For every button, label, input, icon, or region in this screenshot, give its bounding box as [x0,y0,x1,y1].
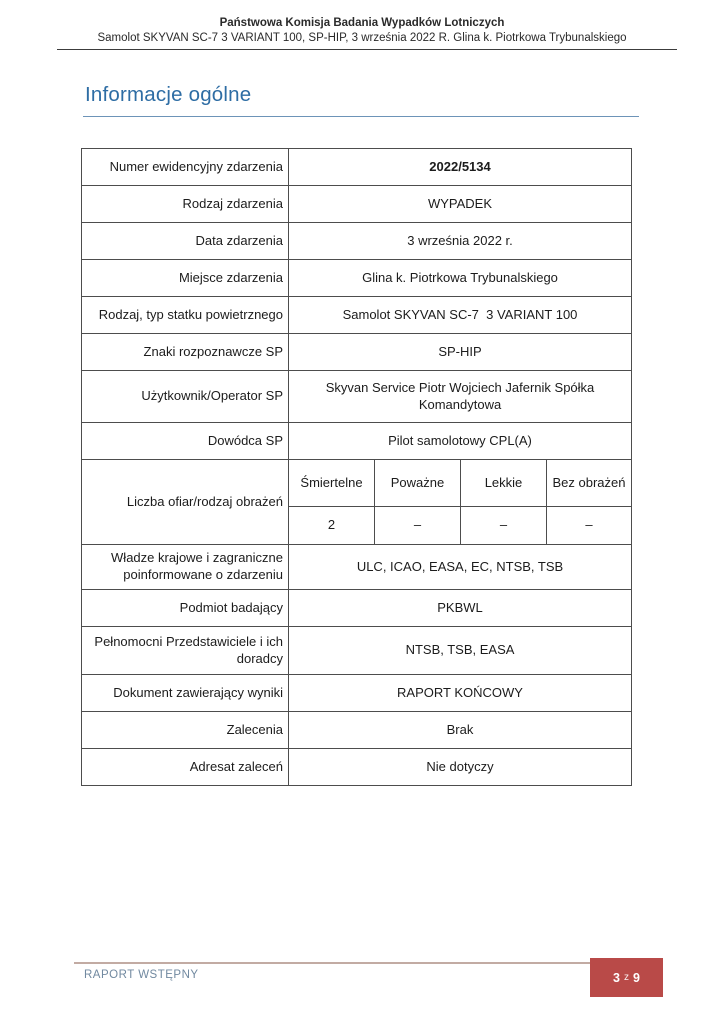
row-label: Dowódca SP [82,423,289,460]
victims-value: 2 [289,507,375,545]
row-label: Pełnomocni Przedstawiciele i ich doradcy [82,627,289,675]
general-info-table [81,148,632,786]
organization-name: Państwowa Komisja Badania Wypadków Lotniczych [219,17,505,29]
table-row [82,371,632,423]
row-value: ULC, ICAO, EASA, EC, NTSB, TSB [289,545,632,590]
victims-value: – [547,507,632,545]
row-value: 2022/5134 [289,149,632,186]
table-row [82,545,632,590]
row-value: Pilot samolotowy CPL(A) [289,423,632,460]
row-label: Zalecenia [82,712,289,749]
victims-label: Liczba ofiar/rodzaj obrażeń [82,460,289,545]
table-row [82,590,632,627]
table-row [82,186,632,223]
row-value: WYPADEK [289,186,632,223]
row-label: Data zdarzenia [82,223,289,260]
table-row [82,149,632,186]
header-divider [57,49,677,50]
table-row [82,675,632,712]
page-current: 3 [613,970,620,985]
row-label: Adresat zaleceń [82,749,289,786]
row-value: NTSB, TSB, EASA [289,627,632,675]
row-label: Miejsce zdarzenia [82,260,289,297]
table-row [82,260,632,297]
row-label: Rodzaj zdarzenia [82,186,289,223]
table-row [82,334,632,371]
victims-value: – [375,507,461,545]
row-value: Samolot SKYVAN SC-7 3 VARIANT 100 [289,297,632,334]
table-row [82,423,632,460]
report-subtitle: Samolot SKYVAN SC-7 3 VARIANT 100, SP-HIP, 3 września 2022 R. Glina k. Piotrkowa Trybunalskiego [97,31,627,44]
section-title-divider [83,116,639,117]
row-label: Władze krajowe i zagraniczne poinformowane o zdarzeniu [82,545,289,590]
victims-col-header: Poważne [375,460,461,507]
victims-col-header: Lekkie [461,460,547,507]
row-value: RAPORT KOŃCOWY [289,675,632,712]
row-value: Brak [289,712,632,749]
row-label: Numer ewidencyjny zdarzenia [82,149,289,186]
table-row [82,297,632,334]
victims-value: – [461,507,547,545]
footer-report-type: RAPORT WSTĘPNY [84,969,199,981]
row-label: Znaki rozpoznawcze SP [82,334,289,371]
row-label: Podmiot badający [82,590,289,627]
page-separator: z [624,972,629,983]
page-total: 9 [633,970,640,985]
footer-divider [74,962,663,964]
victims-col-header: Bez obrażeń [547,460,632,507]
row-value: Nie dotyczy [289,749,632,786]
row-label: Użytkownik/Operator SP [82,371,289,423]
victims-header-row [82,460,632,507]
row-value: PKBWL [289,590,632,627]
row-label: Rodzaj, typ statku powietrznego [82,297,289,334]
row-value: SP-HIP [289,334,632,371]
table-row [82,223,632,260]
table-row [82,749,632,786]
row-value: 3 września 2022 r. [289,223,632,260]
section-title: Informacje ogólne [85,83,252,107]
row-value: Glina k. Piotrkowa Trybunalskiego [289,260,632,297]
row-value: Skyvan Service Piotr Wojciech Jafernik Spółka Komandytowa [289,371,632,423]
victims-col-header: Śmiertelne [289,460,375,507]
table-row [82,712,632,749]
document-header [0,0,724,50]
page-number-badge [590,958,663,997]
table-row [82,627,632,675]
row-label: Dokument zawierający wyniki [82,675,289,712]
